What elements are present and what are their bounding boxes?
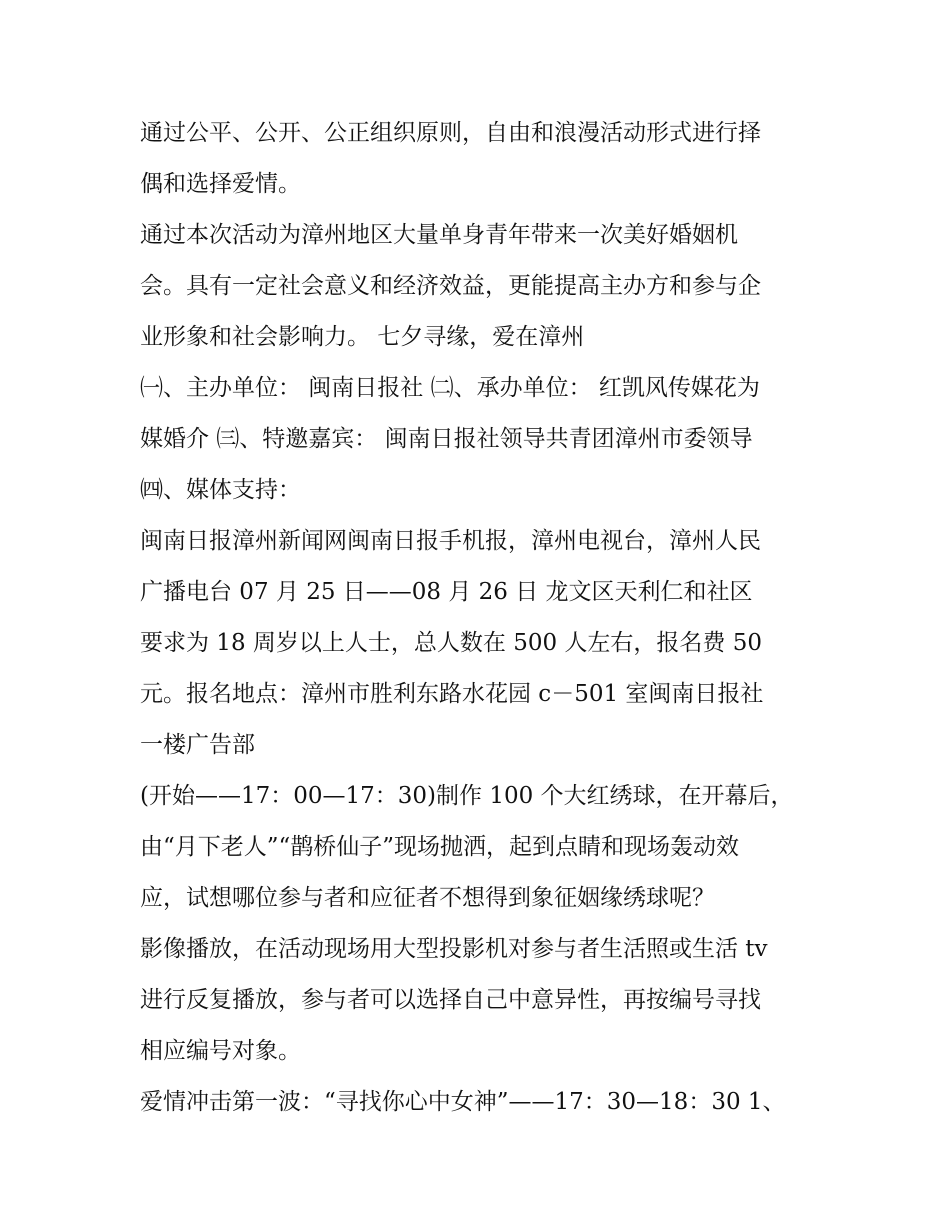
text-line: 一楼广告部 <box>140 732 255 758</box>
text-line: 通过本次活动为漳州地区大量单身青年带来一次美好婚姻机 <box>140 222 738 248</box>
text-line: 要求为 18 周岁以上人士，总人数在 500 人左右，报名费 50 <box>140 630 762 656</box>
text-line: 应，试想哪位参与者和应征者不想得到象征姻缘绣球呢？ <box>140 885 715 911</box>
text-line: 进行反复播放，参与者可以选择自己中意异性，再按编号寻找 <box>140 987 761 1013</box>
text-line: 通过公平、公开、公正组织原则，自由和浪漫活动形式进行择 <box>140 120 761 146</box>
document-body <box>140 108 830 1128</box>
text-line: ㈣、媒体支持： <box>140 477 301 503</box>
text-line: 偶和选择爱情。 <box>140 171 301 197</box>
text-line: 业形象和社会影响力。 七夕寻缘，爱在漳州 <box>140 324 585 350</box>
text-line: 媒婚介 ㈢、特邀嘉宾： 闽南日报社领导共青团漳州市委领导 <box>140 426 753 452</box>
text-line: 闽南日报漳州新闻网闽南日报手机报，漳州电视台，漳州人民 <box>140 528 761 554</box>
text-line: 相应编号对象。 <box>140 1038 301 1064</box>
text-line: (开始——17：00—17：30)制作 100 个大红绣球，在开幕后， <box>140 783 794 809</box>
text-line: ㈠、主办单位： 闽南日报社 ㈡、承办单位： 红凯风传媒花为 <box>140 375 760 401</box>
text-line: 由“月下老人”“鹊桥仙子”现场抛洒，起到点睛和现场轰动效 <box>140 834 740 860</box>
text-line: 广播电台 07 月 25 日——08 月 26 日 龙文区天利仁和社区 <box>140 579 753 605</box>
text-line: 元。报名地点：漳州市胜利东路水花园 c－501 室闽南日报社 <box>140 681 764 707</box>
text-line: 会。具有一定社会意义和经济效益，更能提高主办方和参与企 <box>140 273 761 299</box>
text-line: 影像播放，在活动现场用大型投影机对参与者生活照或生活 tv <box>140 936 768 962</box>
text-line: 爱情冲击第一波：“寻找你心中女神”——17：30—18：30 1、 <box>140 1089 786 1115</box>
